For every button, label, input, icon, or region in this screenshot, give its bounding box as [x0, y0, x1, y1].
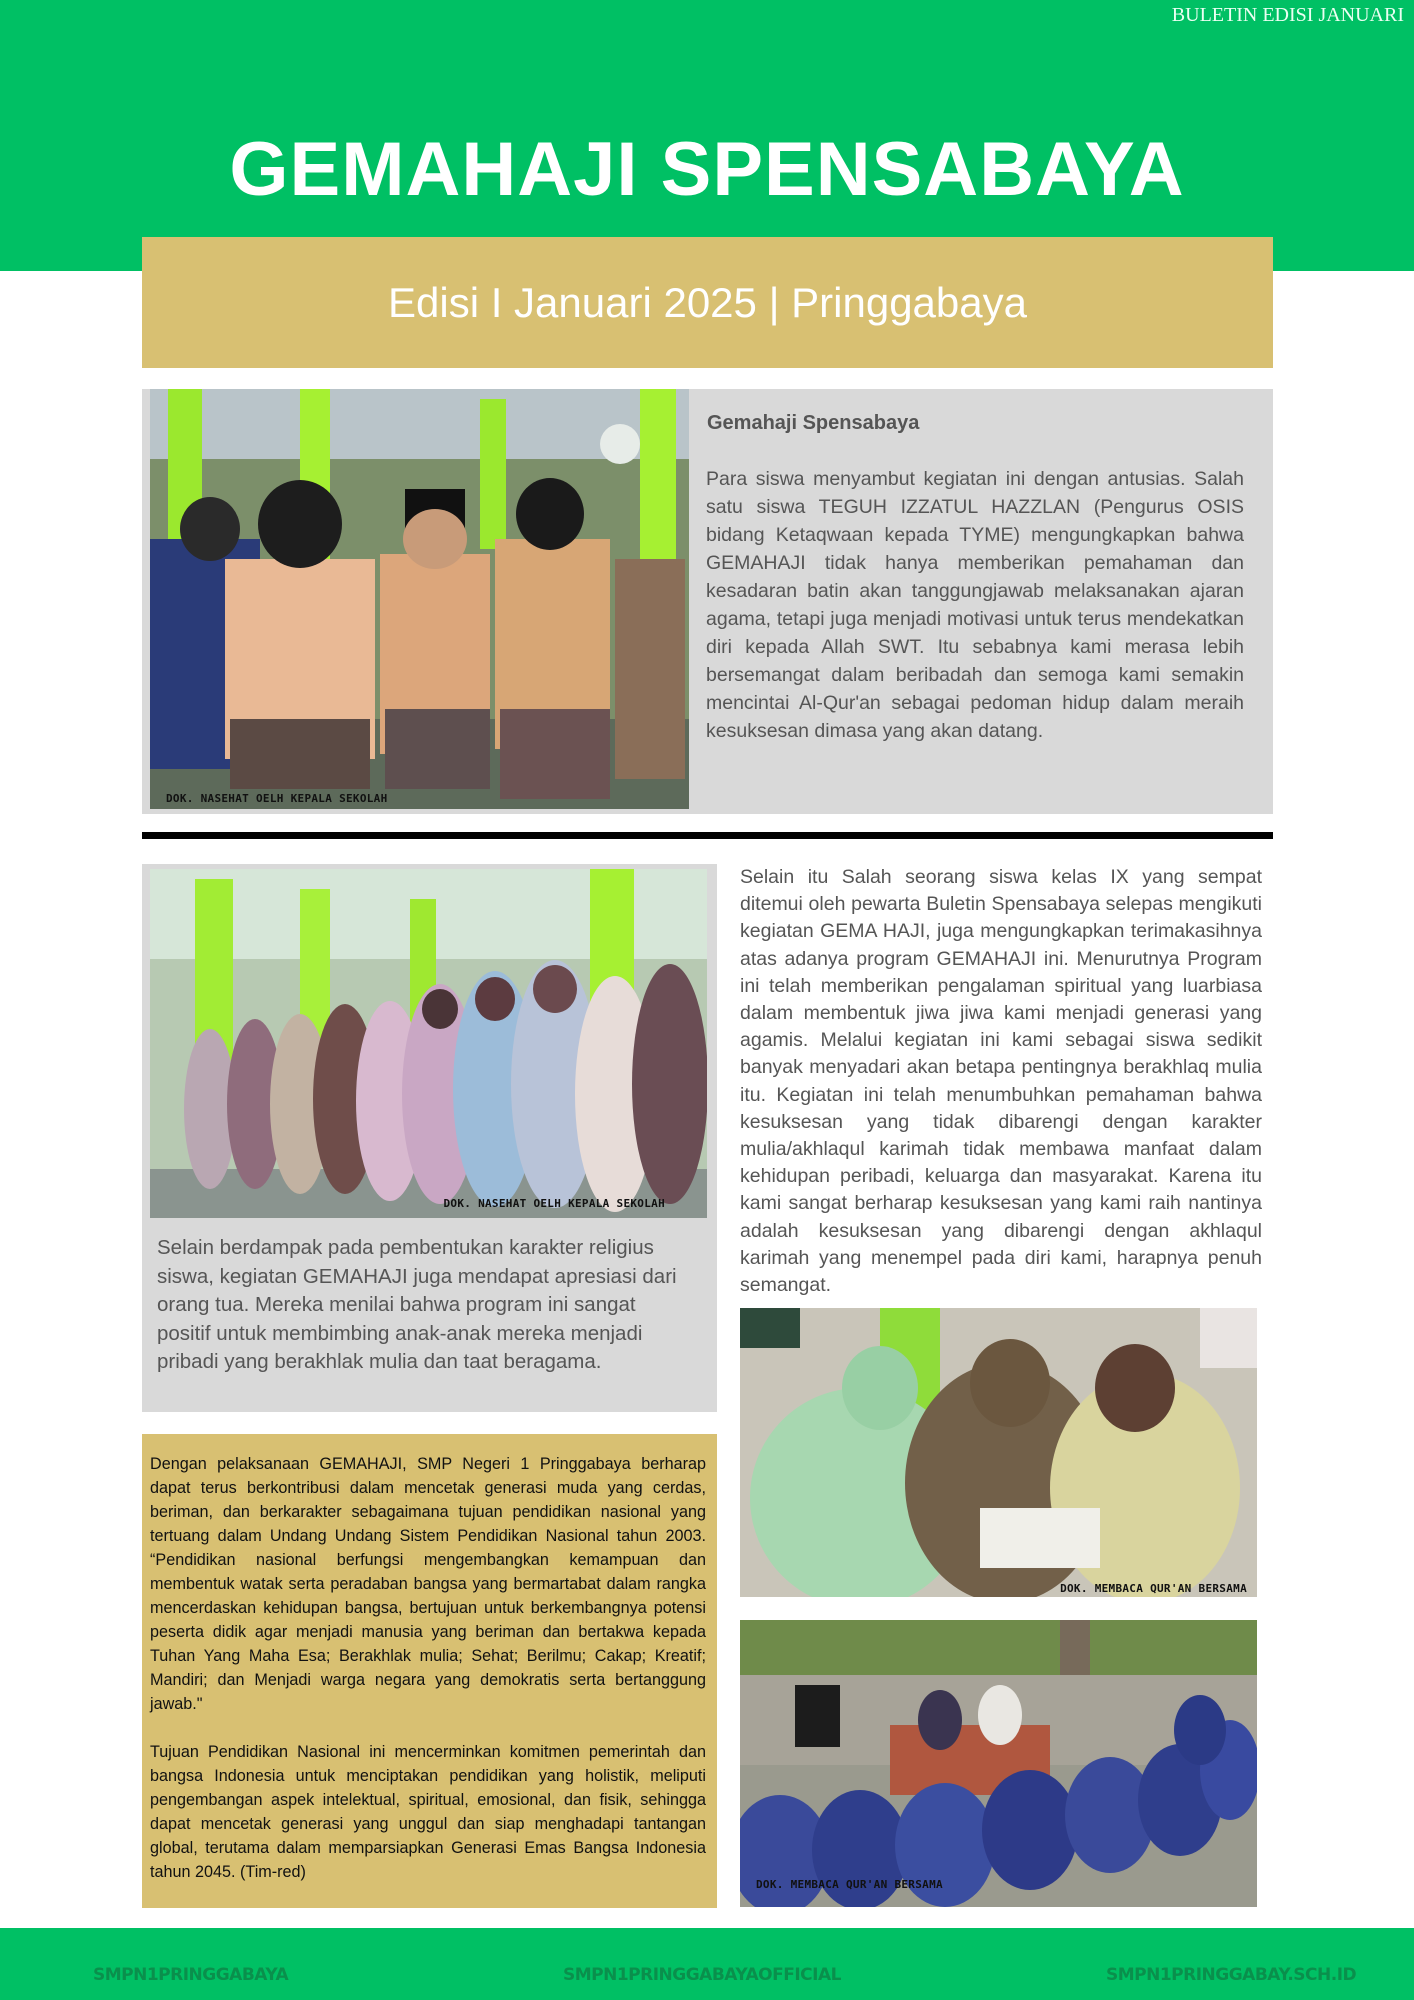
photo-1-caption: DOK. NASEHAT OELH KEPALA SEKOLAH [166, 792, 388, 805]
photo-girls-prayer-image [150, 869, 707, 1218]
photo-2-caption: DOK. NASEHAT OELH KEPALA SEKOLAH [443, 1197, 665, 1210]
subtitle: Edisi I Januari 2025 | Pringgabaya [388, 278, 1027, 326]
article-1-heading: Gemahaji Spensabaya [707, 412, 920, 434]
photo-girls-prayer [150, 869, 707, 1218]
photo-reading-quran-outdoor [740, 1620, 1257, 1907]
photo-reading-quran-outdoor-image [740, 1620, 1257, 1907]
article-2-body: Selain itu Salah seorang siswa kelas IX yang sempat ditemui oleh pewarta Buletin Spensabaya selepas mengikuti kegiatan GEMA HAJI, juga mengungkapkan terimakasihnya atas adanya program GEMAHAJI ini. Menurutnya Program ini telah memberikan pengalaman spiritual yang luarbiasa dalam membentuk jiwa jiwa kami menjadi generasi yang agamis. Melalui kegiatan ini kami sebagai siswa sedikit banyak menyadari akan betapa pentingnya berakhlaq mulia itu. Kegiatan ini telah menumbuhkan pemahaman bahwa kesuksesan yang tidak dibarengi dengan karakter mulia/akhlaqul karimah tidak membawa manfaat dalam kehidupan peribadi, keluarga dan masyarakat. Karena itu kami sangat berharap kesuksesan yang kami raih nantinya adalah kesuksesan yang dibarengi dengan akhlaqul karimah yang menempel pada diri kami, harapnya penuh semangat. [740, 866, 1262, 1297]
article-4-paragraph-2: Tujuan Pendidikan Nasional ini mencerminkan komitmen pemerintah dan bangsa Indonesia untuk menciptakan pendidikan yang holistik, meliputi pengembangan aspek intelektual, spiritual, emosional, dan fisik, sehingga dapat mencetak generasi yang unggul dan siap menghadapi tantangan global, terutama dalam memparsiapkan Generasi Emas Bangsa Indonesia tahun 2045. (Tim-red) [150, 1743, 706, 1881]
section-divider [142, 832, 1273, 839]
photo-3-caption: DOK. MEMBACA QUR'AN BERSAMA [1060, 1582, 1247, 1595]
footer-website-link[interactable]: SMPN1PRINGGABAY.SCH.ID [1106, 1965, 1357, 1985]
article-1-body: Para siswa menyambut kegiatan ini dengan antusias. Salah satu siswa TEGUH IZZATUL HAZZLAN (Pengurus OSIS bidang Ketaqwaan kepada TYME) mengungkapkan bahwa GEMAHAJI tidak hanya memberikan pemahaman dan kesadaran batin akan tanggungjawab melaksanakan ajaran agama, tetapi juga menjadi motivasi untuk terus mendekatkan diri kepada Allah SWT. Itu sebabnya kami merasa lebih bersemangat dalam beribadah dan semoga kami semakin mencintai Al-Qur'an sebagai pedoman hidup dalam meraih kesuksesan dimasa yang akan datang. [706, 468, 1244, 742]
footer-channel-link[interactable]: SMPN1PRINGGABAYAOFFICIAL [563, 1965, 841, 1985]
article-4-paragraph-1: Dengan pelaksanaan GEMAHAJI, SMP Negeri 1 Pringgabaya berharap dapat terus berkontribusi dalam mencetak generasi muda yang cerdas, beriman, dan berkarakter sebagaimana tujuan pendidikan nasional yang tertuang dalam Undang Undang Sistem Pendidikan Nasional tahun 2003. “Pendidikan nasional berfungsi mengembangkan kemampuan dan membentuk watak serta peradaban bangsa yang bermartabat dalam rangka mencerdaskan kehidupan bangsa, bertujuan untuk berkembangnya potensi peserta didik agar menjadi manusia yang beriman dan bertakwa kepada Tuhan Yang Maha Esa; Berakhlak mulia; Sehat; Berilmu; Cakap; Kreatif; Mandiri; dan Menjadi warga negara yang demokratis serta bertanggung jawab." [150, 1455, 706, 1713]
article-4-body [150, 1452, 706, 1884]
photo-boys-prayer [150, 389, 689, 809]
photo-reading-quran-girls [740, 1308, 1257, 1597]
photo-boys-prayer-image [150, 389, 689, 809]
article-3-body: Selain berdampak pada pembentukan karakter religius siswa, kegiatan GEMAHAJI juga mendapat apresiasi dari orang tua. Mereka menilai bahwa program ini sangat positif untuk membimbing anak-anak mereka menjadi pribadi yang berakhlak mulia dan taat beragama. [157, 1236, 677, 1373]
footer-band [0, 1928, 1414, 2000]
photo-4-caption: DOK. MEMBACA QUR'AN BERSAMA [756, 1878, 943, 1891]
subtitle-banner [142, 237, 1273, 368]
photo-reading-quran-girls-image [740, 1308, 1257, 1597]
edition-tag: BULETIN EDISI JANUARI [1171, 4, 1404, 26]
page-title: GEMAHAJI SPENSABAYA [229, 127, 1185, 212]
footer-instagram-link[interactable]: SMPN1PRINGGABAYA [93, 1965, 289, 1985]
